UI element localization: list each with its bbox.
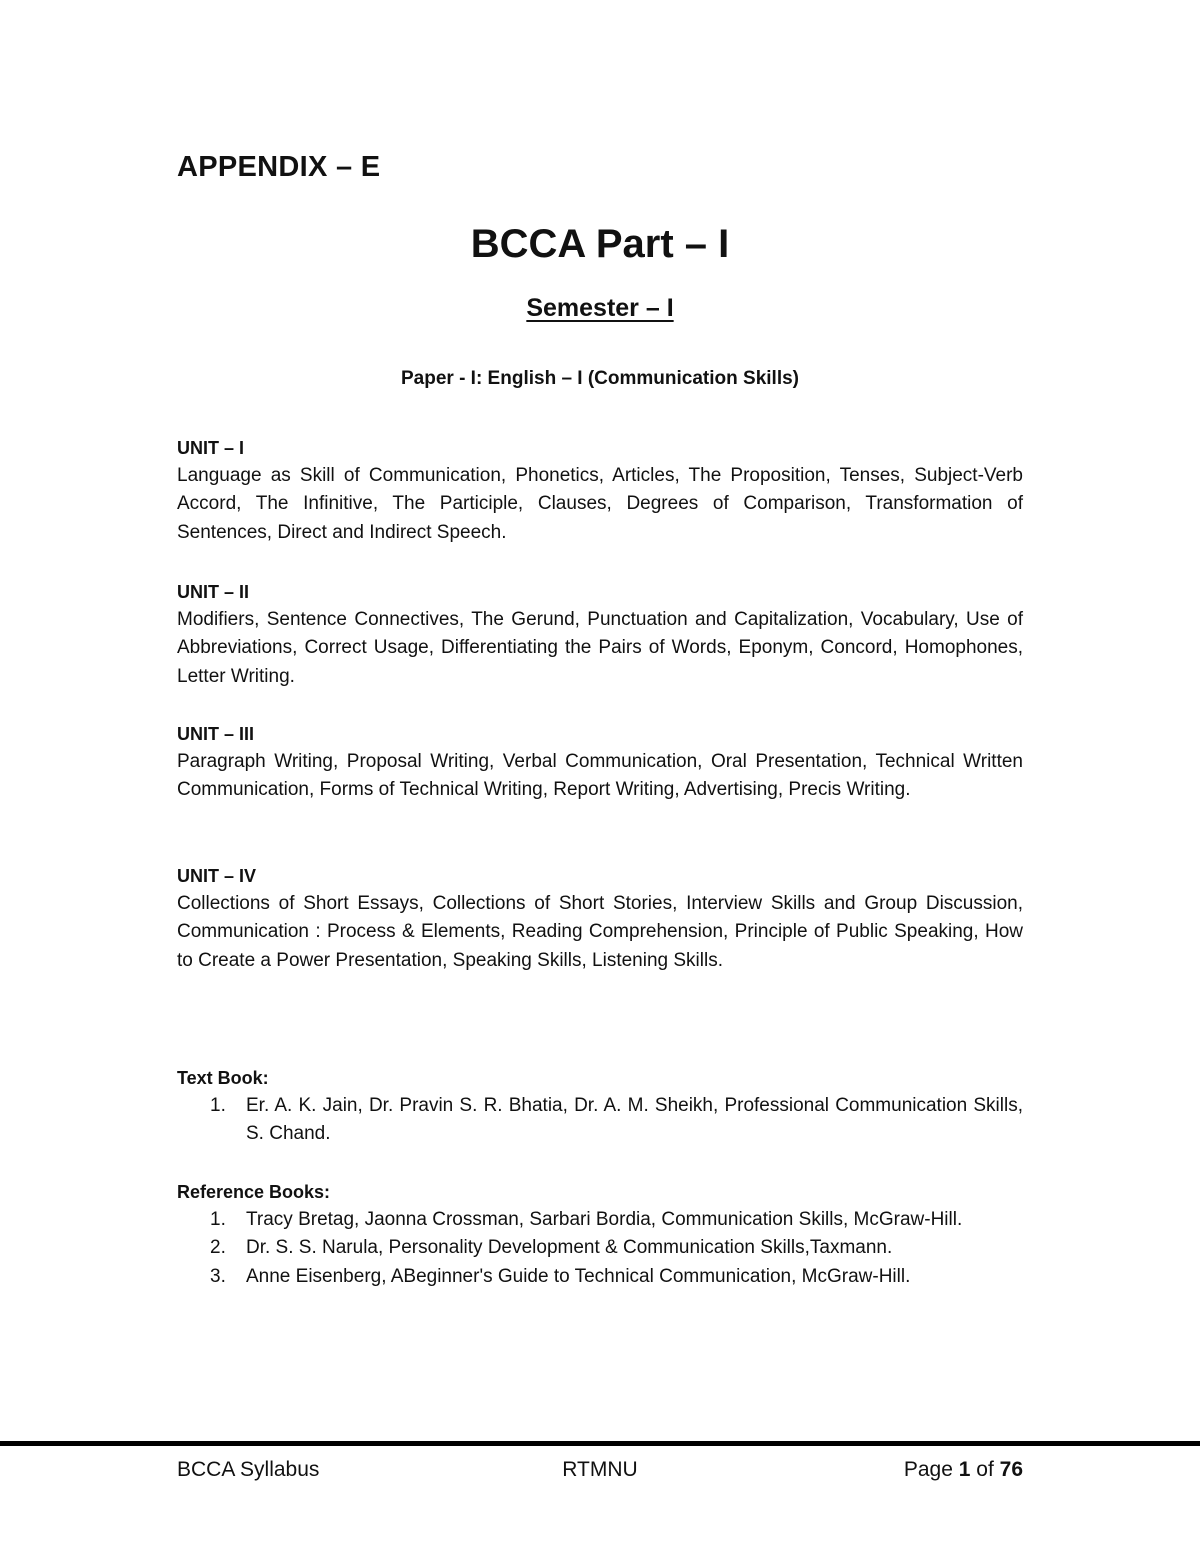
footer-document-name: BCCA Syllabus <box>177 1458 320 1481</box>
list-item-text: Er. A. K. Jain, Dr. Pravin S. R. Bhatia, Dr. A. M. Sheikh, Professional Communication Skills, S. Chand. <box>246 1095 1023 1145</box>
reference-books-section <box>177 1178 1023 1291</box>
page-current: 1 <box>958 1458 971 1481</box>
appendix-heading: APPENDIX – E <box>177 151 381 183</box>
unit-body: Collections of Short Essays, Collections of Short Stories, Interview Skills and Group Discussion, Communication : Process & Elements, Reading Comprehension, Principle of Public Speaking, How to Create a Power Presentation, Speaking Skills, Listening Skills. <box>177 893 1023 971</box>
list-item-number: 3. <box>210 1265 226 1287</box>
course-title: BCCA Part – I <box>470 222 730 266</box>
semester-heading: Semester – I <box>526 294 674 322</box>
unit-title: UNIT – IV <box>177 866 257 886</box>
list-item-number: 2. <box>210 1237 226 1259</box>
list-item-number: 1. <box>210 1209 226 1230</box>
page-of: of <box>976 1458 994 1481</box>
list-item <box>177 1092 1023 1149</box>
unit-title: UNIT – II <box>177 582 250 602</box>
text-book-list <box>177 1092 1023 1149</box>
footer-page-number <box>904 1456 1023 1484</box>
unit-body: Modifiers, Sentence Connectives, The Gerund, Punctuation and Capitalization, Vocabulary, Use of Abbreviations, Correct Usage, Differentiating the Pairs of Words, Eponym, Concord, Homophones, Letter Writing. <box>177 609 1023 687</box>
reference-books-list <box>177 1206 1023 1291</box>
footer-divider <box>0 1441 1200 1446</box>
unit-title: UNIT – III <box>177 724 255 744</box>
unit-body: Paragraph Writing, Proposal Writing, Verbal Communication, Oral Presentation, Technical Written Communication, Forms of Technical Writing, Report Writing, Advertising, Precis Writing. <box>177 751 1023 801</box>
footer-university: RTMNU <box>562 1458 638 1481</box>
list-item-text: Dr. S. S. Narula, Personality Development & Communication Skills,Taxmann. <box>246 1237 893 1259</box>
unit-body: Language as Skill of Communication, Phonetics, Articles, The Proposition, Tenses, Subject-Verb Accord, The Infinitive, The Participle, Clauses, Degrees of Comparison, Transformation of Sentences, Direct and Indirect Speech. <box>177 465 1023 543</box>
list-item-number: 1. <box>210 1095 226 1116</box>
page-label: Page <box>903 1458 953 1481</box>
text-book-heading: Text Book: <box>177 1068 269 1088</box>
text-book-section <box>177 1064 1023 1149</box>
unit-section-2 <box>177 578 1023 691</box>
paper-title: Paper - I: English – I (Communication Skills) <box>400 368 799 389</box>
list-item <box>177 1206 1023 1234</box>
list-item <box>177 1263 1023 1291</box>
unit-section-3 <box>177 720 1023 805</box>
page-total: 76 <box>999 1458 1023 1481</box>
list-item <box>177 1234 1023 1262</box>
list-item-text: Tracy Bretag, Jaonna Crossman, Sarbari Bordia, Communication Skills, McGraw-Hill. <box>246 1209 963 1230</box>
list-item-text: Anne Eisenberg, ABeginner's Guide to Technical Communication, McGraw-Hill. <box>246 1265 911 1287</box>
unit-section-4 <box>177 862 1023 975</box>
unit-section-1 <box>177 434 1023 547</box>
unit-title: UNIT – I <box>177 438 245 458</box>
reference-books-heading: Reference Books: <box>177 1182 331 1202</box>
